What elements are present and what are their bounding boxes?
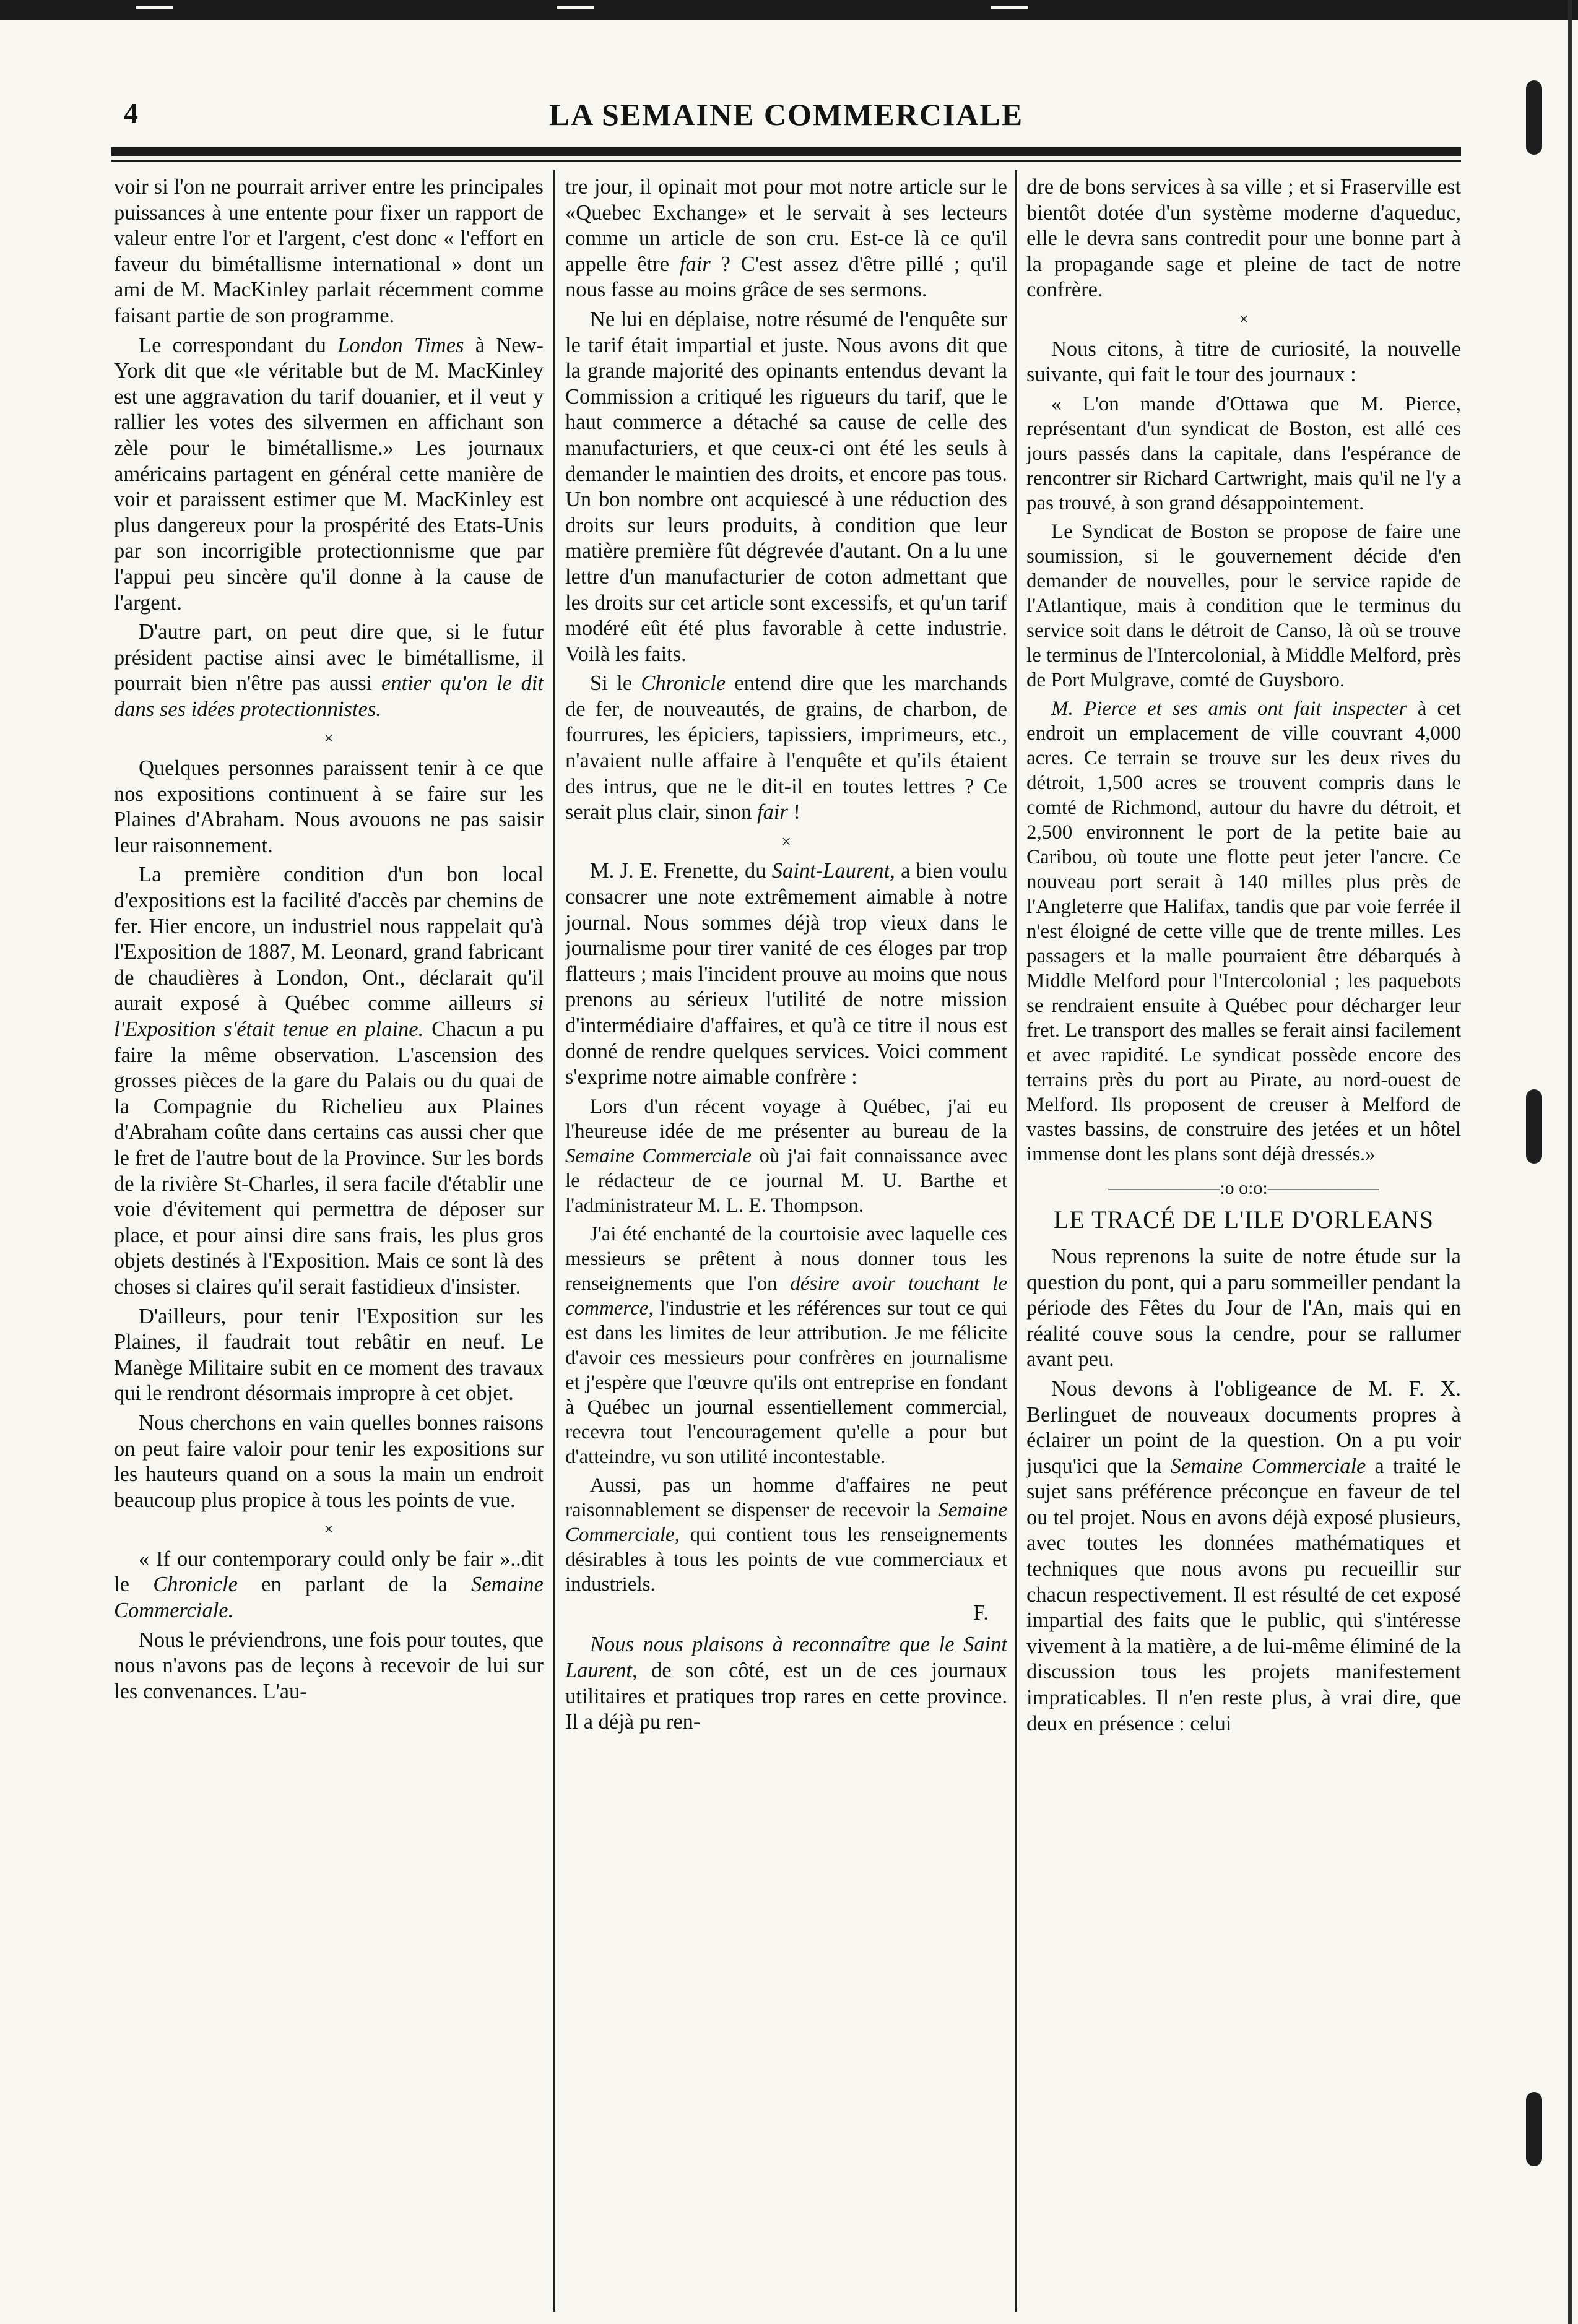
paragraph: D'autre part, on peut dire que, si le futur président pactise ainsi avec le bimétallisme, il pourrait bien n'être pas aussi entier qu'on le dit dans ses idées protectionnistes. <box>114 620 544 721</box>
paragraph: La première condition d'un bon local d'expositions est la facilité d'accès par chemins de fer. Hier encore, un industriel nous rappelait qu'à l'Exposition de 1887, M. Leonard, grand fabricant de chaudières à London, Ont., déclarait qu'il aurait exposé à Québec comme ailleurs si l'Exposition s'était tenue en plaine. Chacun a pu faire la même observation. L'ascension des grosses pièces de la gare du Palais ou du quai de la Compagnie du Richelieu aux Plaines d'Abraham coûte dans certains cas aussi cher que le fret de l'autre bout de la Province. Sur les bords de la rivière St-Charles, il sera facile d'établir une voie d'évitement qui permettra de déposer sur place, et pour ainsi dire sans frais, les plus gros objets destinés à l'Exposition. Mais ce sont là des choses si claires qu'il serait fastidieux d'insister. <box>114 863 544 1298</box>
ornamental-divider: ——————:o o:o:—————— <box>1108 1177 1379 1198</box>
paragraph: Nous citons, à titre de curiosité, la nouvelle suivante, qui fait le tour des journaux : <box>1026 337 1461 387</box>
header-rule <box>111 147 1461 156</box>
page-right-edge <box>1568 0 1572 2324</box>
paragraph: Nous nous plaisons à reconnaître que le Saint Laurent, de son côté, est un de ces journaux utilitaires et pratiques trop rares en cette province. Il a déjà pu ren- <box>565 1633 1007 1734</box>
paragraph: Nous devons à l'obligeance de M. F. X. Berlinguet de nouveaux documents propres à éclairer un point de la question. On a pu voir jusqu'ici que la Semaine Commerciale a traité le sujet sans préférence préconçue en faveur de tel ou tel projet. Nous en avons déjà exposé plusieurs, avec toutes les données mathématiques et techniques que nous avons pu recueillir sur chacun respectivement. Il est résulté de cet exposé impartial des faits que le public, qui s'intéresse vivement à la matière, a de lui-même éliminé de la discussion tous les projets manifestement impraticables. Il n'en reste plus, à vrai dire, que deux en présence : celui <box>1026 1376 1461 1735</box>
quote-paragraph: M. Pierce et ses amis ont fait inspecter à cet endroit un emplacement de ville couvrant 4,000 acres. Ce terrain se trouve sur les deux rives du détroit, 1,500 acres se trouvent compris dans le comté de Richmond, autour du havre du détroit, et 2,500 environnent le port de la petite baie au Caribou, où toute une flotte peut jeter l'ancre. Ce nouveau port serait à 140 milles plus près de l'Angleterre que Halifax, tandis que par voie ferrée il n'est éloigné de cette ville que de trente milles. Les passagers et la malle pourraient être débarqués à Middle Melford pour l'Intercolonial ; les paquebots se rendraient ensuite à Québec pour décharger leur fret. Le transport des malles se ferait ainsi facilement et avec rapidité. Le syndicat possède encore des terrains près du port au Pirate, au nord-ouest de Melford. Ils proposent de creuser à Melford de vastes bassins, de construire des jetées et un hôtel immense dont les plans sont déjà dressés.» <box>1026 697 1461 1165</box>
paragraph: dre de bons services à sa ville ; et si Fraserville est bientôt dotée d'un système moderne d'aqueduc, elle le devra sans contredit pour une bonne part à la propagande sage et pleine de tact de notre confrère. <box>1026 175 1461 302</box>
section-separator: × <box>324 1520 334 1540</box>
article-column-2 <box>565 175 1007 2304</box>
column-divider <box>553 170 555 2312</box>
paragraph: M. J. E. Frenette, du Saint-Laurent, a bien voulu consacrer une note extrêmement aimable à notre journal. Nous sommes déjà trop vieux dans le journalisme pour tirer vanité de ces éloges par trop flatteurs ; mais l'incident prouve au moins que nous prenons au sérieux l'utilité de notre mission d'intermédiaire d'affaires, et qu'à ce titre il nous est donné de rendre quelques services. Voici comment s'exprime notre aimable confrère : <box>565 859 1007 1089</box>
page-number: 4 <box>124 97 138 129</box>
section-separator: × <box>781 832 791 852</box>
quote-signature: F. <box>973 1600 989 1625</box>
quoted-passage <box>565 1094 1007 1597</box>
paragraph: Nous le préviendrons, une fois pour toutes, que nous n'avons pas de leçons à recevoir de lui sur les convenances. L'au- <box>114 1628 544 1703</box>
header-rule-thin <box>111 160 1461 162</box>
binding-hole <box>1526 1089 1542 1164</box>
section-separator: × <box>324 729 334 749</box>
article-column-3 <box>1026 175 1461 2304</box>
quote-paragraph: Le Syndicat de Boston se propose de faire une soumission, si le gouvernement décide d'en demander de nouvelles, pour le service rapide de l'Atlantique, mais à condition que le terminus du service soit dans le détroit de Canso, là où se trouve le terminus de l'Intercolonial, à Middle Melford, près de Port Mulgrave, comté de Guysboro. <box>1026 520 1461 691</box>
paragraph: Ne lui en déplaise, notre résumé de l'enquête sur le tarif était impartial et juste. Nous avons dit que la grande majorité des opinants entendus devant la Commission a critiqué les rigueurs du tarif, que le haut commerce a détaché sa cause de celle des manufacturiers, et que ceux-ci ont été les seuls à demander le maintien des droits, et encore pas tous. Un bon nombre ont acquiescé à une réduction des droits sur leurs produits, à condition que leur matière première fût dégrevée d'autant. On a lu une lettre d'un manufacturier de coton admettant que les droits sur cet article sont excessifs, et qu'un tarif modéré eût été plus favorable à cette industrie. Voilà les faits. <box>565 307 1007 666</box>
binding-hole <box>1526 2092 1542 2166</box>
quote-paragraph: J'ai été enchanté de la courtoisie avec laquelle ces messieurs se prêtent à nous donner tous les renseignements que l'on désire avoir touchant le commerce, l'industrie et les références sur tout ce qui est dans les limites de leur attribution. Je me félicite d'avoir ces messieurs pour confrères en journalisme et j'espère que l'œuvre qu'ils ont entreprise en fondant à Québec un journal essentiellement commercial, recevra tout l'encouragement qu'elle a pour but d'atteindre, vu son utilité incontestable. <box>565 1222 1007 1468</box>
page-header <box>111 93 1461 142</box>
edge-mark <box>557 6 594 9</box>
masthead-title: LA SEMAINE COMMERCIALE <box>548 97 1024 132</box>
quote-paragraph: Aussi, pas un homme d'affaires ne peut raisonnablement se dispenser de recevoir la Semaine Commerciale, qui contient tous les renseignements désirables à tous les points de vue commerciaux et industriels. <box>565 1474 1007 1596</box>
edge-mark <box>136 6 173 9</box>
section-separator: × <box>1239 309 1249 329</box>
edge-mark <box>991 6 1028 9</box>
paragraph: Quelques personnes paraissent tenir à ce que nos expositions continuent à se faire sur les Plaines d'Abraham. Nous avouons ne pas saisir leur raisonnement. <box>114 756 544 857</box>
article-heading: LE TRACÉ DE L'ILE D'ORLEANS <box>1054 1206 1434 1234</box>
page-top-edge <box>0 0 1578 20</box>
quoted-passage <box>1026 392 1461 1167</box>
paragraph: Le correspondant du London Times à New-York dit que «le véritable but de M. MacKinley est une aggravation du tarif douanier, et il veut y rallier les votes des silvermen en affichant son zèle pour le bimétallisme.» Les journaux américains partagent en général cette manière de voir et paraissent estimer que M. MacKinley est plus dangereux pour la prospérité des Etats-Unis par son incorrigible protectionnisme que par l'appui peu sincère qu'il donne à la cause de l'argent. <box>114 333 544 615</box>
quote-paragraph: « L'on mande d'Ottawa que M. Pierce, représentant d'un syndicat de Boston, est allé ces jours passés dans la capitale, dans l'espérance de rencontrer sir Richard Cartwright, mais qu'il ne l'y a pas trouvé, à son grand désappointement. <box>1026 392 1461 514</box>
article-column-1 <box>114 175 544 2304</box>
paragraph: tre jour, il opinait mot pour mot notre article sur le «Quebec Exchange» et le servait à ses lecteurs comme un article de son cru. Est-ce là ce qu'il appelle être fair ? C'est assez d'être pillé ; qu'il nous fasse au moins grâce de ses sermons. <box>565 175 1007 302</box>
paragraph: D'ailleurs, pour tenir l'Exposition sur les Plaines, il faudrait tout rebâtir en neuf. Le Manège Militaire subit en ce moment des travaux qui le rendront désormais impropre à cet objet. <box>114 1304 544 1406</box>
paragraph: Si le Chronicle entend dire que les marchands de fer, de nouveautés, de grains, de charbon, de fourrures, les épiciers, tapissiers, imprimeurs, etc., n'avaient nulle affaire à l'enquête et qu'ils étaient des intrus, que ne le dit-il en toutes lettres ? Ce serait plus clair, sinon fair ! <box>565 672 1007 824</box>
paragraph: Nous reprenons la suite de notre étude sur la question du pont, qui a paru sommeiller pendant la période des Fêtes du Jour de l'An, mais qui en réalité couve sous la cendre, pour se rallumer avant peu. <box>1026 1244 1461 1372</box>
paragraph: « If our contemporary could only be fair »..dit le Chronicle en parlant de la Semaine Commerciale. <box>114 1547 544 1623</box>
paragraph: Nous cherchons en vain quelles bonnes raisons on peut faire valoir pour tenir les expositions sur les hauteurs quand on a sous la main un endroit beaucoup plus propice à tous les points de vue. <box>114 1410 544 1512</box>
paragraph: voir si l'on ne pourrait arriver entre les principales puissances à une entente pour fixer un rapport de valeur entre l'or et l'argent, c'est donc « l'effort en faveur du bimétallisme international » dont un ami de M. MacKinley parlait récemment comme faisant partie de son programme. <box>114 175 544 327</box>
column-divider <box>1015 170 1017 2312</box>
binding-hole <box>1526 80 1542 155</box>
quote-paragraph: Lors d'un récent voyage à Québec, j'ai eu l'heureuse idée de me présenter au bureau de la Semaine Commerciale où j'ai fait connaissance avec le rédacteur de ce journal M. U. Barthe et l'administrateur M. L. E. Thompson. <box>565 1095 1007 1217</box>
